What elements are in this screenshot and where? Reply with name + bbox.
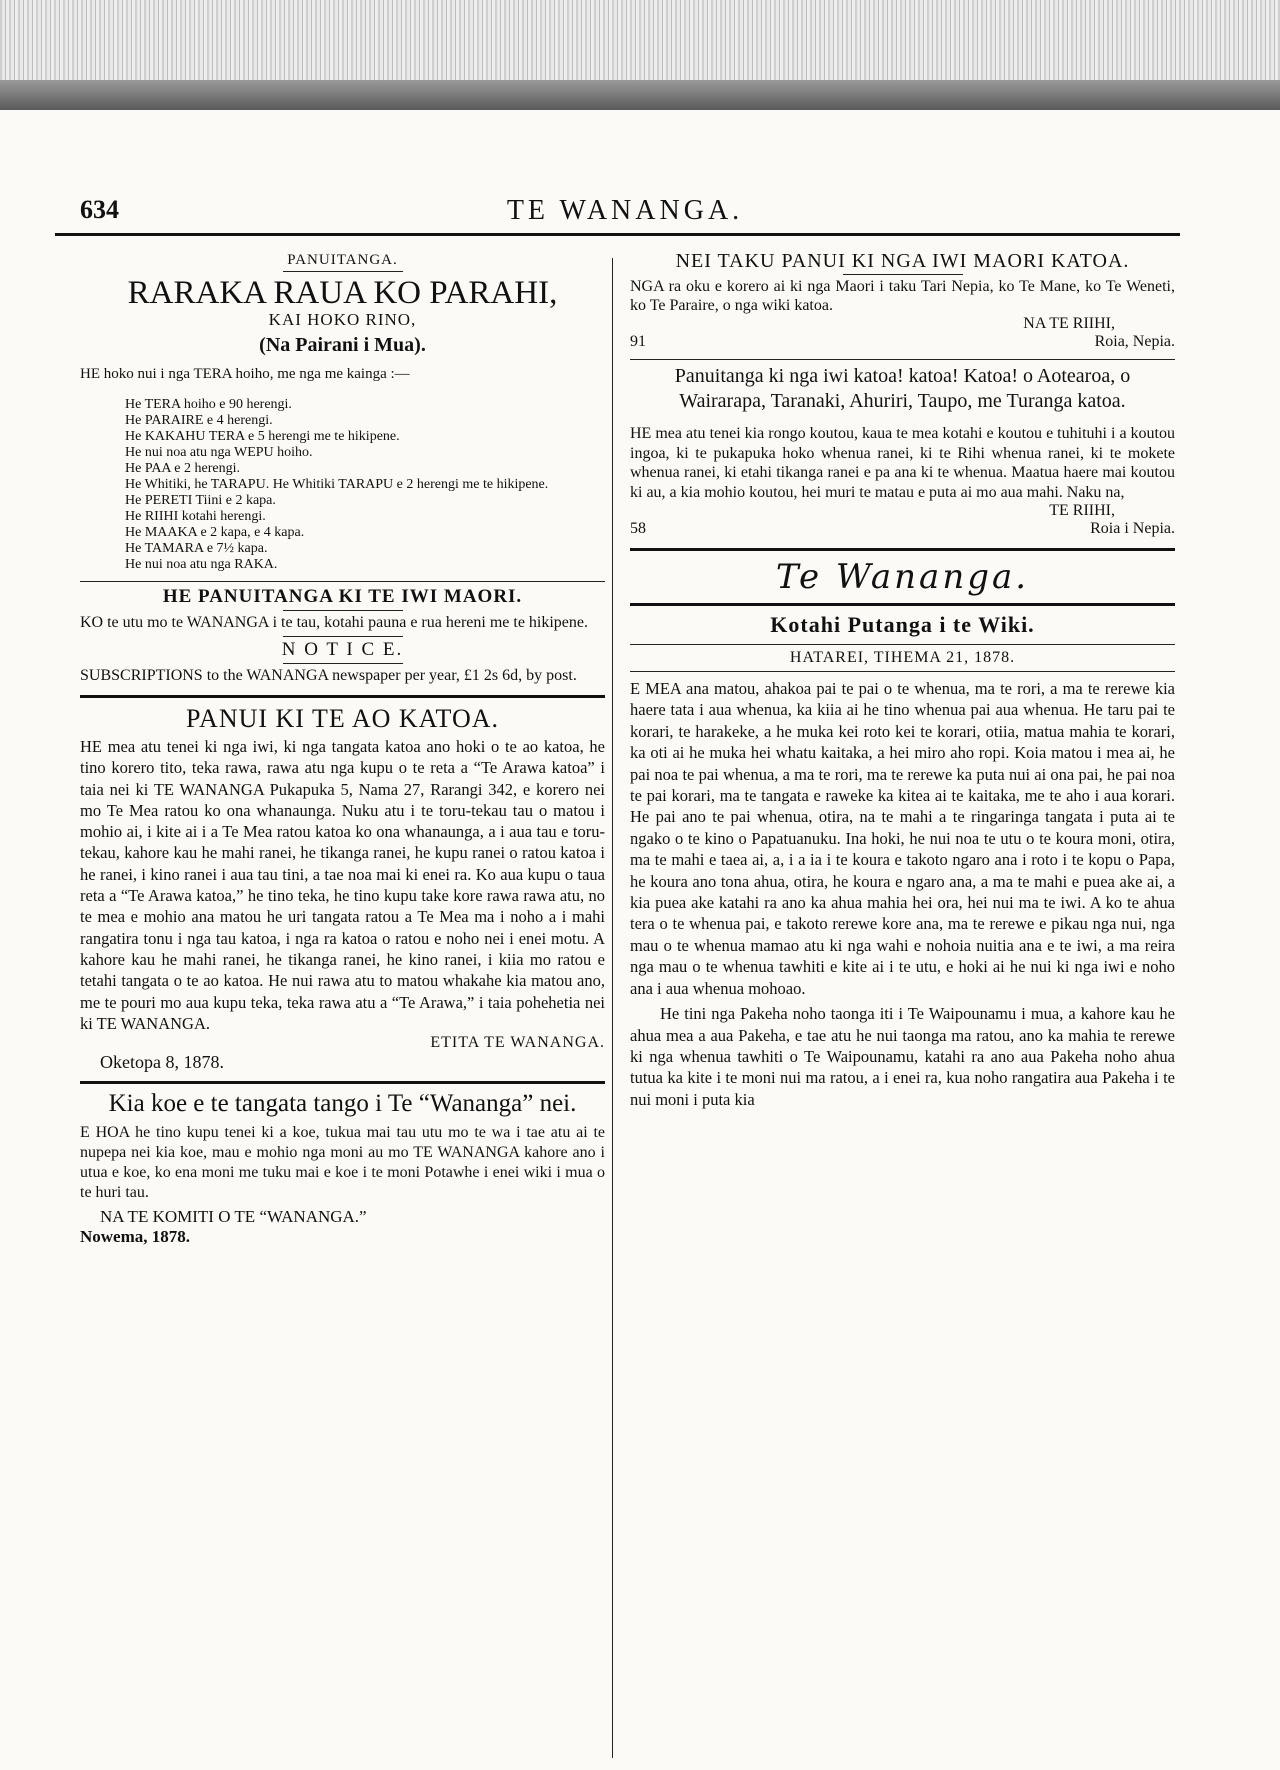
panui-signature: ETITA TE WANANGA. (430, 1034, 605, 1052)
pan-footer (630, 520, 1175, 538)
kia-body: E HOA he tino kupu tenei ki a koe, tukua mai tau utu mo te wa i tae atu ai te nupepa nei kia koe, mau e mohio nga moni au mo TE WANANGA kahore ano i utua e koe, ko ena moni me tuku mai e koe i te moni Potawhe i enei wiki i mua o te huri tau. (80, 1124, 605, 1202)
pan-body: HE mea atu tenei kia rongo koutou, kaua te mea kotahi e koutou e tuhituhi i a koutou ingoa, ki te pukapuka hoko whenua ranei, ki te Rihi whenua ranei, ki te mokete whenua ranei, ki etahi tikanga ranei e pa ana ki te whenua. Maatua haere mai koutou ki au, a kia mohio koutou, hei muri te matau e puta ai mo aua mahi. Naku na, (630, 425, 1175, 501)
ad1-list-item: He nui noa atu nga WEPU hoiho. (125, 445, 313, 460)
ad1-intro: HE hoko nui i nga TERA hoiho, me nga me kainga :— (80, 366, 410, 382)
ad1-subtitle2: (Na Pairani i Mua). (259, 334, 426, 356)
ad1-list-item: He PAA e 2 herengi. (125, 461, 240, 476)
pan-number: 58 (630, 520, 646, 537)
divider (283, 663, 403, 664)
left-column (80, 250, 605, 1247)
panui-body: HE mea atu tenei ki nga iwi, ki nga tangata katoa ano hoki o te ao katoa, he tino korero tito, teka rawa, rawa atu nga kupu o te reta a “Te Arawa katoa” i taia nei ki TE WANANGA Pukapuka 5, Nama 27, Rarangi 342, e korero nei mo Te Mea ratou ko ona whanaunga. Nuku atu i te toru-tekau tau o matou i mohio ai, i kite ai i a Te Mea ratou katoa ko ona whanaunga, a i aua tau e toru-tekau, kahore kau he mahi ranei, he tikanga ranei, he kupu ranei o ratou katoa i he ranei, i kino ranei i aua tau tini, a tae noa mai ki enei ra. Ko aua kupu o taua reta a “Te Arawa katoa,” he tino teka, he tino kupu take kore rawa rawa atu, no te mea e mohio ana matou he uri tangata ratou a Te Mea ma i noho a i mahi rangatira tonu i nga tau katoa, i nga ra katoa o ratou e noho nei i enei motu. A kahore kau he mahi ranei, he tikanga ranei, he kino ranei, i kiia mo ratou e tetahi tangata o te ao katoa. He nui rawa atu to matou whakahe kia matou ano, me te pouri mo aua kupu teka, teka rawa atu a “Te Arawa,” i taia pohehetia nei ki TE WANANGA. (80, 737, 605, 1033)
divider (80, 1081, 605, 1084)
divider (283, 636, 403, 637)
ad1-title: RARAKA RAUA KO PARAHI, (127, 275, 558, 311)
dateline: HATAREI, TIHEMA 21, 1878. (789, 649, 1016, 666)
ad1-list-item: He MAAKA e 2 kapa, e 4 kapa. (125, 525, 305, 540)
divider (843, 274, 963, 275)
divider (630, 548, 1175, 551)
panui-title: PANUI KI TE AO KATOA. (185, 704, 500, 733)
scan-edge (0, 0, 1280, 110)
ad1-subtitle: KAI HOKO RINO, (268, 310, 417, 329)
page-number: 634 (80, 195, 119, 224)
ad2-title: HE PANUITANGA KI TE IWI MAORI. (162, 586, 523, 607)
nei-title-role: Roia, Nepia. (1094, 333, 1175, 350)
editorial-paragraph-1: E MEA ana matou, ahakoa pai te pai o te whenua, ma te rori, a ma te rerewe kia haere tata i aua whenua, ka kiia ai he tino whenua pai aua whenua. He taru pai te korari, te harakeke, a he muka kei roto kei te korari, otiia, matua mahia te korari, ka oti ai he muka hei whatu kaitaka, a hei miro aho ropi. Koia matou i mea ai, he pai noa te pai whenua, a ma te rori, ma te rerewe ka puta nui ai ona pai, he pai noa te pai korari, ma te tangata e raweke ka kitea ai te kaitaka, me te aho i aua korari. He pai ano te pai whenua, otira, na te mahi a te ringaringa tangata i puta ai te ngako o te kino o Papatuanuku. Ina hoki, he nui noa te utu o te koura moni, otira, ma te mahi e taea ai, a, i a ia i te koura e takoto ngaro ana i roto i te kopu o Papa, he koura ano tona ahua, otira, he koura e ngaro ana, a ma te mahi e puea ake ai, a kia puea ake katahi ra ano ka ahua mahia hei ora, hei nui ma te iwi. A ko te ahua tera o te whenua pai, e takoto rerewe kore ana, ma te rerewe e pikau nga nui, nga mau o te whenua mamao atu ki nga wahi e nohoia nuitia ana e te iwi, a ma reira nga mau o te whenua tawhiti e kite ai i te utu, e hoki ai he nui ki nga iwi e noho ana i aua whenua mohoao. (630, 679, 1175, 998)
divider (630, 644, 1175, 645)
ad1-list-item: He TERA hoiho e 90 herengi. (125, 397, 292, 412)
nei-footer (630, 333, 1175, 351)
nei-body: NGA ra oku e korero ai ki nga Maori i taku Tari Nepia, ko Te Mane, ko Te Weneti, ko Te Paraire, o nga wiki katoa. (630, 278, 1175, 314)
ad1-items (80, 397, 605, 573)
kia-title: Kia koe e te tangata tango i Te “Wananga” nei. (108, 1090, 577, 1118)
nei-signature: NA TE RIIHI, (1023, 315, 1115, 332)
ad1-list-item: He Whitiki, he TARAPU. He Whitiki TARAPU e 2 herengi me te hikipene. (125, 477, 549, 492)
pan-title: Panuitanga ki nga iwi katoa! katoa! Katoa! o Aotearoa, o Wairarapa, Taranaki, Ahuriri, Taupo, me Turanga katoa. (674, 365, 1131, 412)
kia-date: Nowema, 1878. (80, 1227, 191, 1247)
ad1-list-item: He RIIHI kotahi herengi. (125, 509, 266, 524)
page-header (80, 195, 1170, 229)
pan-title-role: Roia i Nepia. (1090, 520, 1175, 537)
header-rule (55, 233, 1180, 236)
divider (80, 581, 605, 582)
notice-title: N O T I C E. (281, 639, 404, 660)
column-rule (612, 258, 613, 1758)
ad1-label: PANUITANGA. (287, 252, 398, 268)
kia-signature: NA TE KOMITI O TE “WANANGA.” (100, 1207, 367, 1227)
masthead: Te Wananga. (775, 557, 1030, 597)
page-title: TE WANANGA. (506, 195, 744, 226)
panui-date: Oketopa 8, 1878. (100, 1052, 224, 1073)
pan-signature: TE RIIHI, (1049, 502, 1115, 519)
divider (630, 359, 1175, 360)
divider (80, 695, 605, 698)
right-column (630, 250, 1175, 1110)
editorial-paragraph-2: He tini nga Pakeha noho taonga iti i Te Waipounamu i mua, a kahore kau he ahua mea a aua Pakeha, e tae atu he nui taonga ma ratou, ano ka mahia te rerewe ki nga whenua tawhiti o Te Waipounamu, katahi ra ano aua Pakeha noho ahua tutua ka kite i te moni nui ma ratou, a i enei ra, kua noho rangatira aua Pakeha i te nui moni i puta kia (630, 1004, 1175, 1109)
ad1-list-item: He PERETI Tiini e 2 kapa. (125, 493, 276, 508)
ad1-list-item: He TAMARA e 7½ kapa. (125, 541, 268, 556)
divider (283, 610, 403, 611)
ad2-body: KO te utu mo te WANANGA i te tau, kotahi pauna e rua hereni me te hikipene. (80, 614, 589, 631)
divider (283, 271, 403, 272)
nei-title: NEI TAKU PANUI KI NGA IWI MAORI KATOA. (675, 250, 1130, 272)
notice-body: SUBSCRIPTIONS to the WANANGA newspaper per year, £1 2s 6d, by post. (80, 667, 577, 684)
nei-number: 91 (630, 333, 646, 350)
ad1-list-item: He PARAIRE e 4 herengi. (125, 413, 273, 428)
divider (630, 603, 1175, 606)
ad1-list-item: He nui noa atu nga RAKA. (125, 557, 278, 572)
masthead-subtitle: Kotahi Putanga i te Wiki. (770, 612, 1035, 637)
ad1-list-item: He KAKAHU TERA e 5 herengi me te hikipene. (125, 429, 400, 444)
divider (630, 671, 1175, 672)
